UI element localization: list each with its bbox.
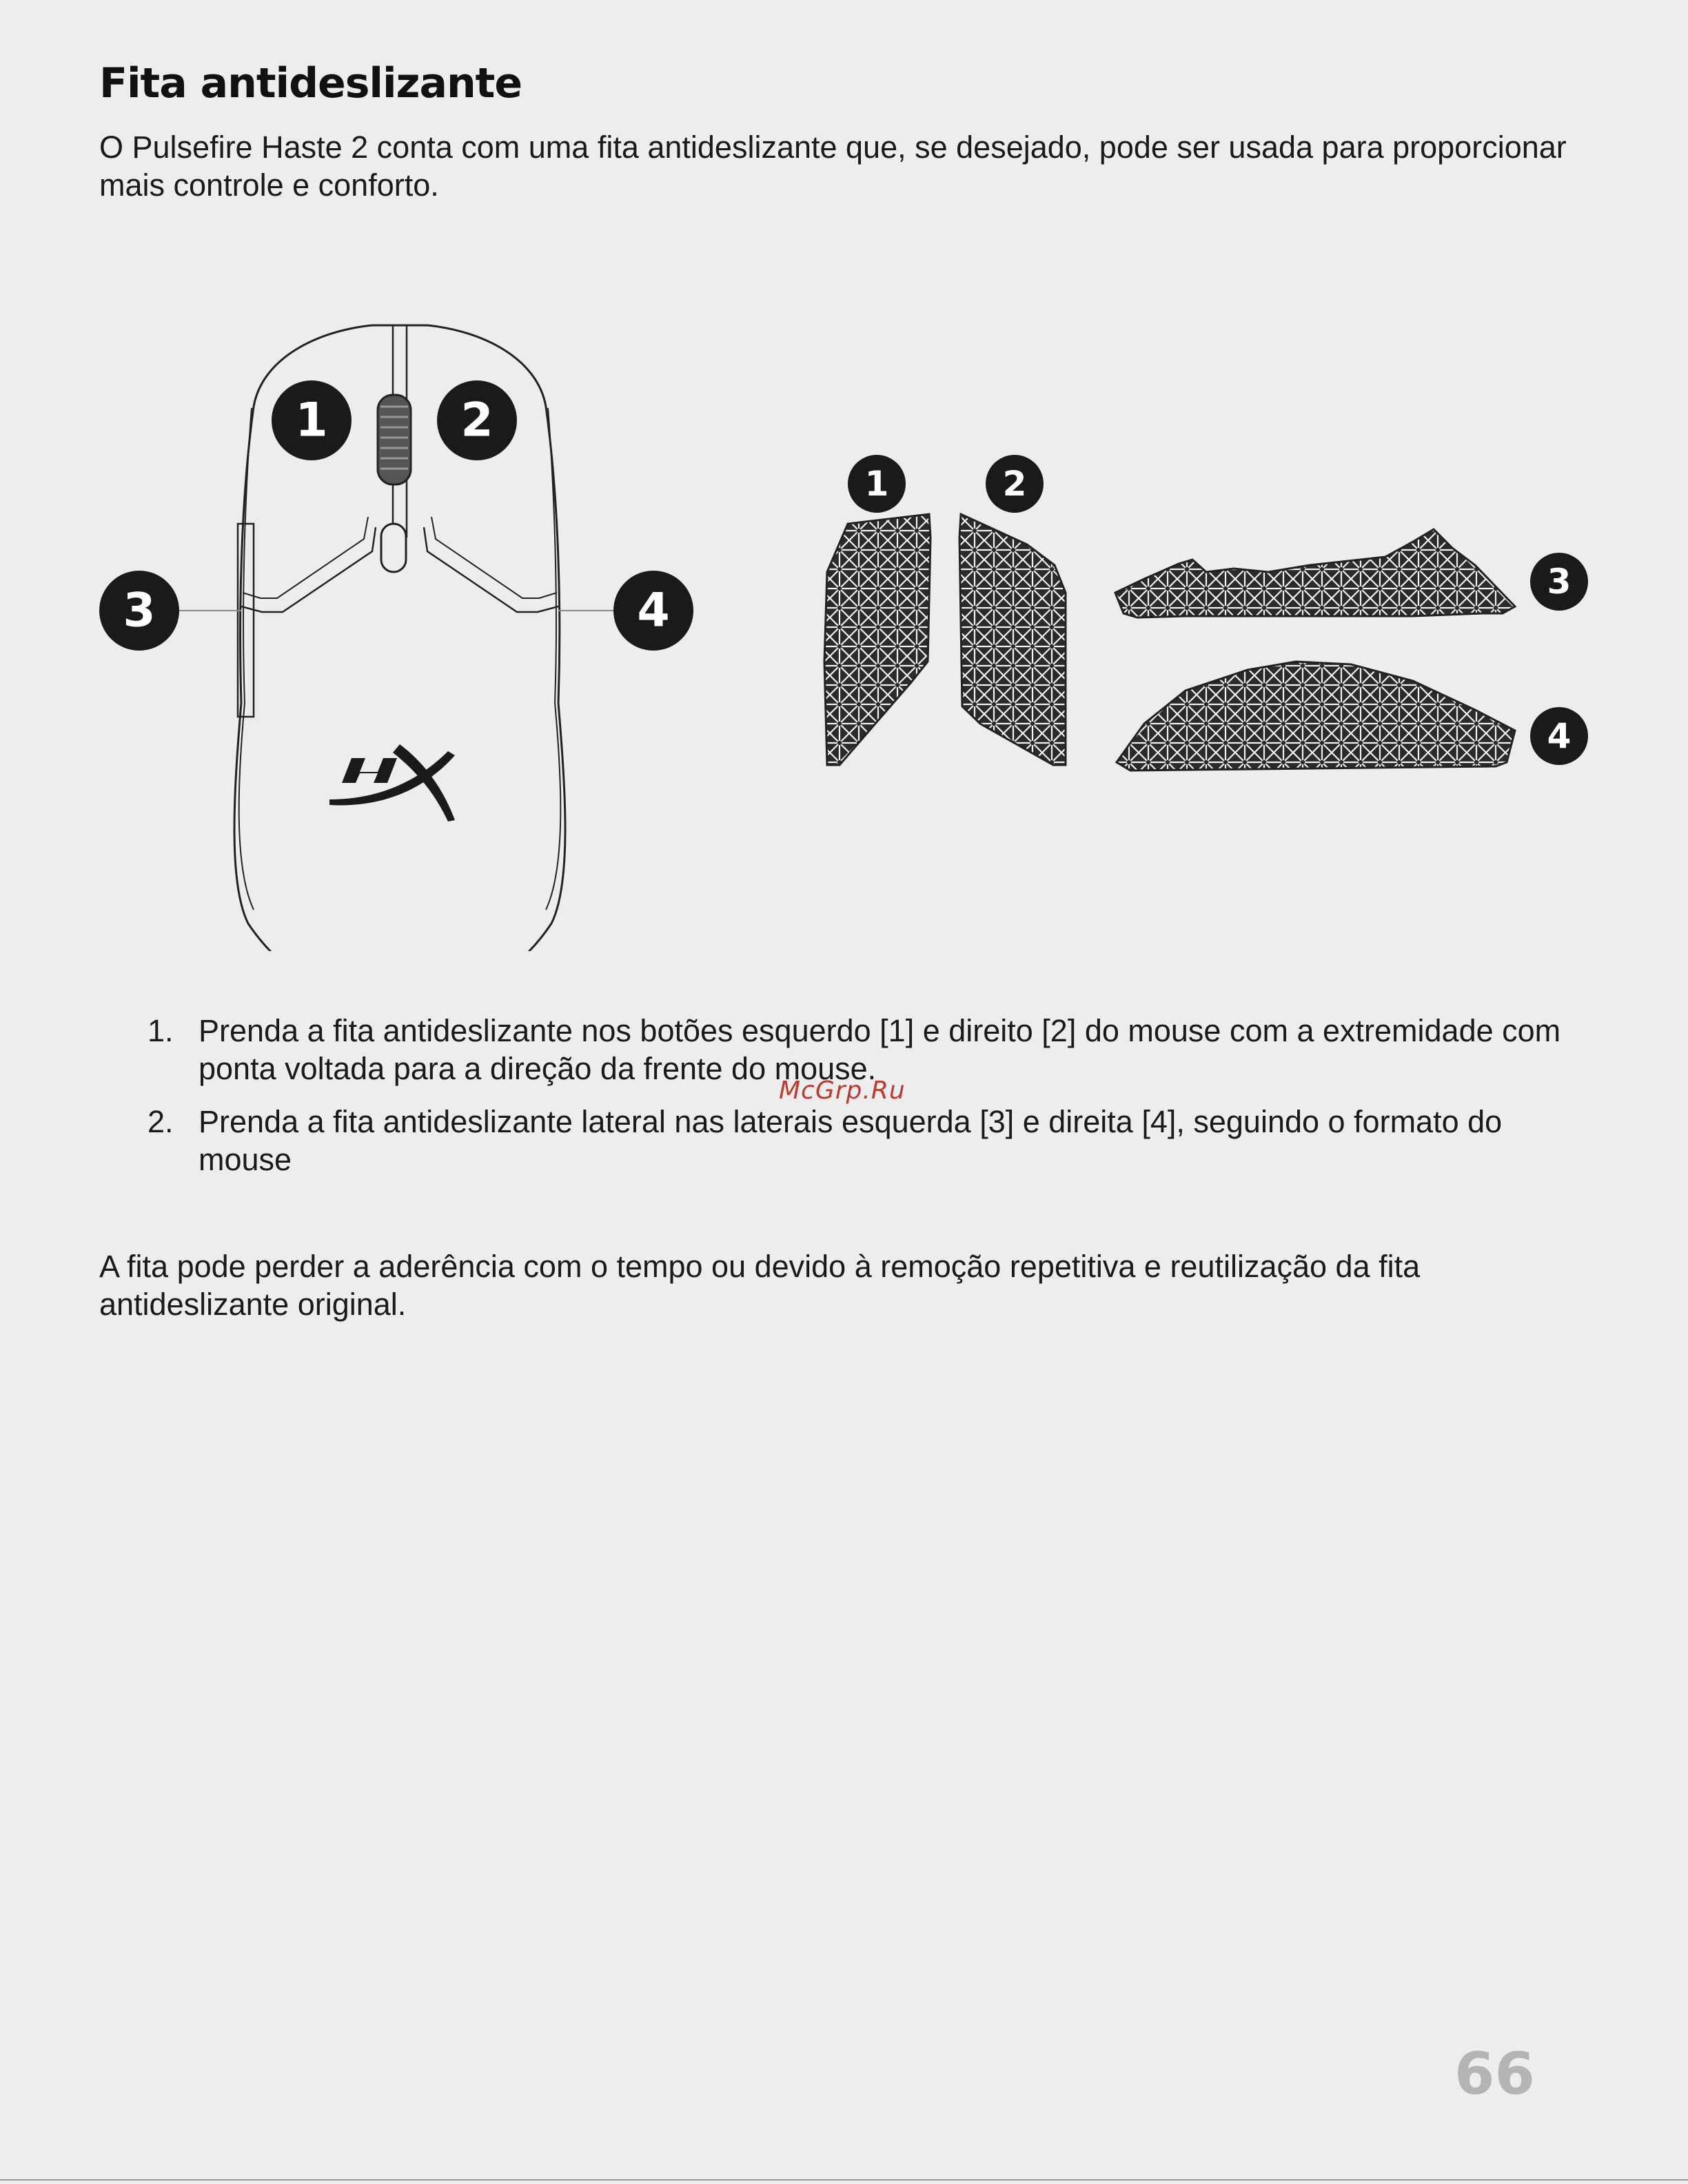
list-item-number: 1. (148, 1013, 174, 1048)
svg-text:1: 1 (295, 393, 328, 448)
watermark: McGrp.Ru (779, 1076, 906, 1105)
grip-tape-right-button (959, 514, 1066, 765)
mouse-callout-2 (437, 380, 517, 460)
svg-text:2: 2 (1002, 464, 1027, 504)
list-item (99, 1103, 1581, 1178)
grip-tape-right-side (1117, 662, 1515, 770)
svg-text:3: 3 (123, 583, 156, 638)
note-paragraph: A fita pode perder a aderência com o tempo ou devido à remoção repetitiva e reutilização da fita antideslizante original. (99, 1249, 1421, 1322)
svg-text:4: 4 (1547, 716, 1572, 756)
grip-label-1 (848, 455, 906, 513)
hyperx-logo-icon (329, 744, 455, 821)
list-item-number: 2. (148, 1104, 174, 1139)
svg-text:1: 1 (864, 464, 889, 504)
grip-label-2 (986, 455, 1044, 513)
list-item-text: Prenda a fita antideslizante nos botões esquerdo [1] e direito [2] do mouse com a extremidade com ponta voltada para a direção da frente do mouse. (199, 1013, 1561, 1086)
bottom-rule (0, 2179, 1688, 2181)
svg-text:4: 4 (637, 583, 670, 638)
svg-text:2: 2 (460, 393, 494, 448)
mouse-callout-4 (613, 571, 693, 651)
mouse-callout-1 (272, 380, 352, 460)
intro-paragraph: O Pulsefire Haste 2 conta com uma fita antideslizante que, se desejado, pode ser usada para proporcionar mais controle e conforto. (99, 130, 1567, 203)
page-title: Fita antideslizante (99, 59, 522, 108)
mouse-callout-3 (99, 571, 179, 651)
grip-label-4 (1530, 707, 1588, 765)
page-number: 66 (1454, 2040, 1535, 2108)
grip-tape-left-side (1115, 529, 1515, 618)
svg-text:3: 3 (1547, 562, 1572, 602)
list-item-text: Prenda a fita antideslizante lateral nas laterais esquerda [3] e direita [4], seguindo o formato do mouse (199, 1104, 1503, 1177)
grip-label-3 (1530, 553, 1588, 611)
grip-tape-figure (0, 289, 1688, 951)
grip-tape-left-button (824, 514, 931, 765)
